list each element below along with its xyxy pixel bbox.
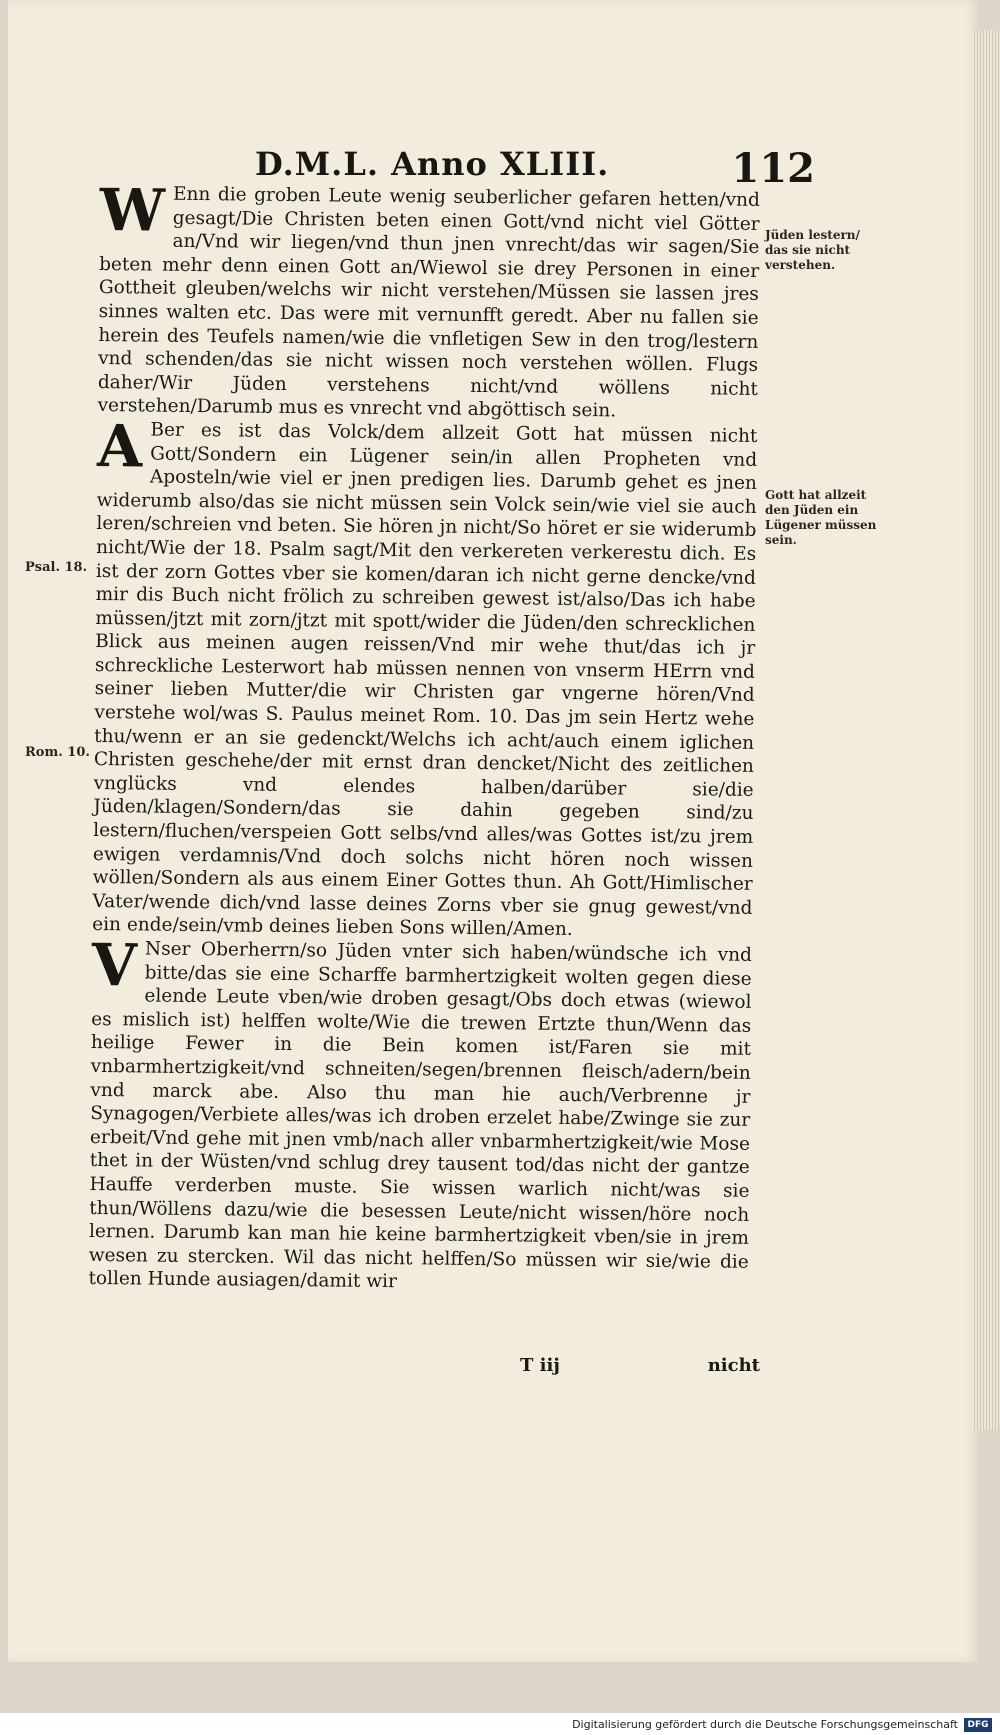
credit-text: Digitalisierung gefördert durch die Deutsche Forschungsgemeinschaft — [572, 1718, 958, 1731]
page-edges — [972, 30, 1000, 1430]
drop-initial: A — [96, 411, 143, 481]
drop-initial: W — [99, 176, 166, 245]
paragraph — [97, 176, 760, 425]
signature-mark: T iij — [520, 1355, 560, 1376]
marginal-note-right: Jüden lestern/ das sie nicht verstehen. — [765, 228, 860, 272]
marginal-note-left: Rom. 10. — [25, 745, 90, 760]
paragraph-text: Enn die groben Leute wenig seuberlicher gefaren hetten/vnd gesagt/Die Christen beten einen Gott/vnd nicht viel Götter an/Vnd wir liegen/vnd thun jnen vnrecht/das wir sagen/Sie beten mehr denn einen Gott an/Wiewol sie drey Personen in einer Gottheit gleuben/welchs wir nicht verstehen/Müssen sie lassen jres sinnes walten etc. Das were mit vernunfft geredt. Aber nu fallen sie herein des Teufels namen/wie die vnfletigen Sew in den trog/lestern vnd schenden/das sie nicht wissen noch verstehen wöllen. Flugs daher/Wir Jüden verstehens nicht/vnd wöllens nicht verstehen/Darumb mus es vnrecht vnd abgöttisch sein. — [97, 183, 760, 422]
credit-bar — [0, 1713, 1000, 1735]
main-text-block — [88, 176, 760, 1298]
paragraph — [88, 930, 753, 1298]
paragraph-text: Nser Oberherrn/so Jüden vnter sich haben/wündsche ich vnd bitte/das sie eine Scharffe barmhertzigkeit wolten gegen diese elende Leute vben/wie droben gesagt/Obs doch etwas (wiewol es mislich ist) helffen wolte/Wie die trewen Ertzte thun/Wenn das heilige Fewer in die Bein komen ist/Faren sie mit vnbarmhertzigkeit/vnd schneiten/segen/brennen fleisch/adern/bein vnd marck abe. Also thu man hie auch/Verbrenne jr Synagogen/Verbiete alles/was ich droben erzelet habe/Zwinge sie zur erbeit/Vnd gehe mit jnen vmb/nach aller vnbarmhertzigkeit/wie Mose thet in der Wüsten/vnd schlug drey tausent tod/das nicht der gantze Hauffe verderben muste. Sie wissen warlich nicht/was sie thun/Wöllens dazu/wie die besessen Leute/nicht wissen/höre noch lernen. Darumb kan man hie keine barmhertzigkeit vben/sie in jrem wesen zu stercken. Wil das nicht helffen/So müssen wir sie/wie die tollen Hunde ausiagen/damit wir — [88, 938, 753, 1293]
marginal-note-left: Psal. 18. — [25, 560, 88, 575]
catchword: nicht — [707, 1355, 760, 1376]
paragraph — [92, 411, 758, 944]
page-footer — [100, 1355, 760, 1385]
running-head: D.M.L. Anno XLIII. — [255, 145, 610, 183]
marginal-note-right: Gott hat allzeit den Jüden ein Lügener müssen sein. — [765, 488, 877, 547]
folio-number: 112 — [731, 145, 815, 192]
dfg-logo-icon: DFG — [964, 1718, 992, 1732]
paragraph-text: Ber es ist das Volck/dem allzeit Gott hat müssen nicht Gott/Sondern ein Lügener sein/in allen Propheten vnd Aposteln/wie viel er jnen predigen lies. Darumb gehet es jnen widerumb also/das sie nicht müssen sein Volck sein/wie viel sie auch leren/schreien vnd beten. Sie hören jn nicht/So höret er sie widerumb nicht/Wie der 18. Psalm sagt/Mit den verkereten verkerestu dich. Es ist der zorn Gottes vber sie komen/daran ich nicht gerne dencke/vnd mir dis Buch nicht frölich zu schreiben gewest ist/also/Das ich habe müssen/jtzt mit zorn/jtzt mit spott/wider die Jüden/den schrecklichen Blick aus meinen augen reissen/Vnd mir wehe thut/das ich jr schreckliche Lesterwort hab müssen nennen von vnserm HErrn vnd seiner lieben Mutter/die wir Christen gar vngerne hören/Vnd verstehe wol/was S. Paulus meinet Rom. 10. Das jm sein Hertz wehe thu/wenn er an sie gedenckt/Welchs ich acht/auch einem iglichen Christen geschehe/der mit ernst dran dencket/Nicht des zeitlichen vnglücks vnd elendes halben/darüber sie/die Jüden/klagen/Sondern/das sie dahin gegeben sind/zu lestern/fluchen/verspeien Gott selbs/vnd alles/was Gottes ist/zu jrem ewigen verdamnis/Vnd doch solchs nicht hören noch wissen wöllen/Sondern als aus einem Einer Gottes thun. Ah Gott/Himlischer Vater/wende dich/vnd lasse deines Zorns vber sie gnug gewest/vnd ein ende/sein/vmb deines lieben Sons willen/Amen. — [92, 419, 758, 941]
drop-initial: V — [91, 930, 138, 1000]
